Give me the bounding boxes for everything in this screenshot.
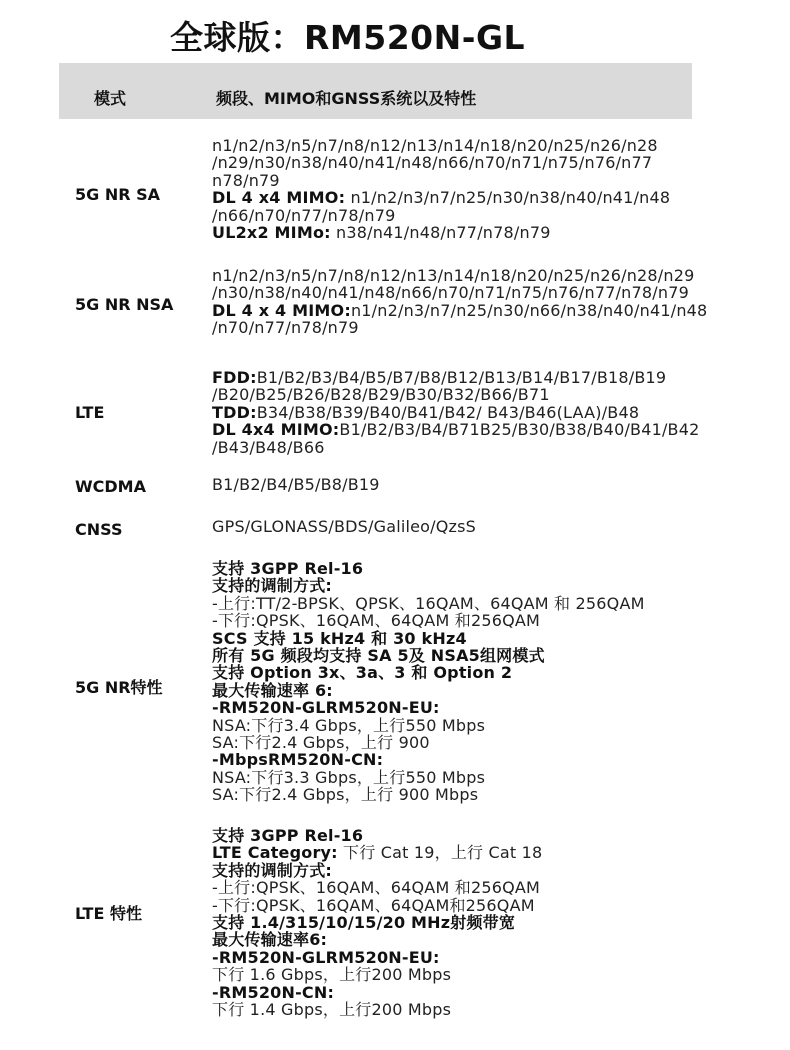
content-line bbox=[212, 1001, 542, 1018]
content-line-bold: -MbpsRM520N-CN: bbox=[212, 750, 384, 770]
content-line-text: n1/n2/n3/n5/n7/n8/n12/n13/n14/n18/n20/n25/n26/n28/n29 bbox=[212, 266, 695, 285]
content-line-text: B1/B2/B3/B4/B5/B7/B8/B12/B13/B14/B17/B18/B19 bbox=[256, 368, 667, 387]
content-line-bold: FDD: bbox=[212, 368, 257, 387]
content-line-text: /n70/n77/n78/n79 bbox=[212, 318, 359, 338]
row-label-5g-nr-nsa: 5G NR NSA bbox=[75, 295, 174, 314]
content-line-text: /n66/n70/n77/n78/n79 bbox=[212, 205, 396, 225]
row-content-5g-nr-nsa bbox=[212, 267, 707, 337]
header-mode: 模式 bbox=[94, 89, 127, 108]
content-line bbox=[212, 154, 670, 171]
content-line bbox=[212, 421, 700, 438]
row-content-lte bbox=[212, 369, 700, 456]
content-line bbox=[212, 404, 700, 421]
row-content-cnss bbox=[212, 518, 476, 535]
content-line bbox=[212, 949, 542, 966]
content-line bbox=[212, 386, 700, 403]
content-line bbox=[212, 717, 645, 734]
content-line-bold: DL 4 x4 MIMO: bbox=[212, 188, 346, 208]
content-line bbox=[212, 682, 645, 699]
content-line bbox=[212, 284, 707, 301]
content-line-text: B1/B2/B4/B5/B8/B19 bbox=[212, 475, 380, 494]
row-label-5g-nr-features: 5G NR特性 bbox=[75, 678, 163, 697]
header-features: 频段、MIMO和GNSS系统以及特性 bbox=[216, 89, 477, 108]
content-line-bold: 支持 3GPP Rel-16 bbox=[212, 559, 364, 578]
content-line-text: 下行 Cat 19，上行 Cat 18 bbox=[337, 843, 543, 863]
content-line bbox=[212, 577, 645, 594]
content-line-bold: TDD: bbox=[212, 402, 257, 422]
content-line bbox=[212, 647, 645, 664]
content-line bbox=[212, 319, 707, 336]
content-line-bold: SCS 支持 15 kHz4 和 30 kHz4 bbox=[212, 628, 467, 648]
content-line-text: -下行:QPSK、16QAM、64QAM 和256QAM bbox=[212, 611, 541, 631]
content-line-text: /n30/n38/n40/n41/n48/n66/n70/n71/n75/n76/n77/n78/n79 bbox=[212, 283, 689, 303]
row-content-5g-nr-sa bbox=[212, 137, 670, 241]
content-line-text: /B43/B48/B66 bbox=[212, 437, 325, 457]
content-line-bold: 最大传输速率 6: bbox=[212, 680, 333, 700]
content-line-text: n78/n79 bbox=[212, 170, 280, 190]
content-line bbox=[212, 439, 700, 456]
row-label-lte: LTE bbox=[75, 403, 105, 422]
content-line bbox=[212, 137, 670, 154]
content-line-text: 下行 1.4 Gbps，上行200 Mbps bbox=[212, 1000, 452, 1020]
content-line bbox=[212, 879, 542, 896]
content-line-bold: LTE Category: bbox=[212, 843, 338, 863]
content-line-text: -下行:QPSK、16QAM、64QAM和256QAM bbox=[212, 895, 535, 915]
content-line-text: SA:下行2.4 Gbps，上行 900 Mbps bbox=[212, 785, 479, 805]
content-line bbox=[212, 612, 645, 629]
content-line bbox=[212, 734, 645, 751]
content-line-text: B34/B38/B39/B40/B41/B42/ B43/B46(LAA)/B48 bbox=[256, 402, 640, 422]
row-content-wcdma bbox=[212, 476, 380, 493]
content-line-text: B1/B2/B3/B4/B71B25/B30/B38/B40/B41/B42 bbox=[339, 420, 700, 440]
content-line-bold: -RM520N-GLRM520N-EU: bbox=[212, 698, 440, 718]
row-content-5g-nr-features bbox=[212, 560, 645, 804]
content-line bbox=[212, 595, 645, 612]
row-label-wcdma: WCDMA bbox=[75, 477, 146, 496]
content-line-text: NSA:下行3.3 Gbps，上行550 Mbps bbox=[212, 767, 486, 787]
content-line bbox=[212, 189, 670, 206]
row-content-lte-features bbox=[212, 827, 542, 1018]
content-line-text: n38/n41/n48/n77/n78/n79 bbox=[330, 223, 551, 243]
content-line bbox=[212, 630, 645, 647]
content-line-bold: 支持 Option 3x、3a、3 和 Option 2 bbox=[212, 663, 513, 683]
content-line-text: n1/n2/n3/n5/n7/n8/n12/n13/n14/n18/n20/n25/n26/n28 bbox=[212, 136, 658, 155]
content-line-bold: 最大传输速率6: bbox=[212, 930, 328, 950]
content-line bbox=[212, 897, 542, 914]
content-line-bold: 所有 5G 频段均支持 SA 5及 NSA5组网模式 bbox=[212, 646, 545, 666]
content-line-text: NSA:下行3.4 Gbps，上行550 Mbps bbox=[212, 715, 486, 735]
content-line-bold: 支持 3GPP Rel-16 bbox=[212, 826, 364, 845]
content-line-bold: UL2x2 MIMo: bbox=[212, 223, 331, 243]
content-line bbox=[212, 931, 542, 948]
content-line bbox=[212, 862, 542, 879]
row-label-lte-features: LTE 特性 bbox=[75, 904, 142, 923]
content-line-bold: -RM520N-GLRM520N-EU: bbox=[212, 947, 440, 967]
row-label-cnss: CNSS bbox=[75, 520, 123, 539]
content-line bbox=[212, 751, 645, 768]
content-line bbox=[212, 844, 542, 861]
content-line-text: /B20/B25/B26/B28/B29/B30/B32/B66/B71 bbox=[212, 385, 550, 405]
content-line bbox=[212, 984, 542, 1001]
content-line-text: n1/n2/n3/n7/n25/n30/n66/n38/n40/n41/n48 bbox=[350, 300, 708, 320]
content-line bbox=[212, 966, 542, 983]
content-line bbox=[212, 769, 645, 786]
content-line bbox=[212, 172, 670, 189]
content-line bbox=[212, 914, 542, 931]
content-line bbox=[212, 560, 645, 577]
content-line bbox=[212, 699, 645, 716]
content-line bbox=[212, 786, 645, 803]
content-line bbox=[212, 207, 670, 224]
content-line-text: /n29/n30/n38/n40/n41/n48/n66/n70/n71/n75/n76/n77 bbox=[212, 153, 653, 173]
content-line-text: SA:下行2.4 Gbps，上行 900 bbox=[212, 733, 430, 753]
row-label-5g-nr-sa: 5G NR SA bbox=[75, 185, 161, 204]
content-line bbox=[212, 476, 380, 493]
content-line-bold: 支持的调制方式: bbox=[212, 576, 332, 596]
content-line bbox=[212, 302, 707, 319]
content-line-bold: 支持 1.4/315/10/15/20 MHz射频带宽 bbox=[212, 913, 516, 933]
content-line bbox=[212, 369, 700, 386]
content-line-bold: DL 4 x 4 MIMO: bbox=[212, 300, 351, 320]
content-line-bold: DL 4x4 MIMO: bbox=[212, 420, 340, 440]
content-line-bold: 支持的调制方式: bbox=[212, 860, 332, 880]
content-line-text: -上行:QPSK、16QAM、64QAM 和256QAM bbox=[212, 878, 541, 898]
content-line-text: n1/n2/n3/n7/n25/n30/n38/n40/n41/n48 bbox=[345, 188, 671, 208]
content-line bbox=[212, 518, 476, 535]
content-line-bold: -RM520N-CN: bbox=[212, 982, 335, 1002]
content-line bbox=[212, 267, 707, 284]
content-line-text: -上行:TT/2-BPSK、QPSK、16QAM、64QAM 和 256QAM bbox=[212, 593, 645, 613]
content-line bbox=[212, 664, 645, 681]
content-line-text: 下行 1.6 Gbps，上行200 Mbps bbox=[212, 965, 452, 985]
content-line bbox=[212, 224, 670, 241]
content-line-text: GPS/GLONASS/BDS/Galileo/QzsS bbox=[212, 517, 477, 536]
page-title: 全球版：RM520N-GL bbox=[170, 18, 526, 57]
content-line bbox=[212, 827, 542, 844]
